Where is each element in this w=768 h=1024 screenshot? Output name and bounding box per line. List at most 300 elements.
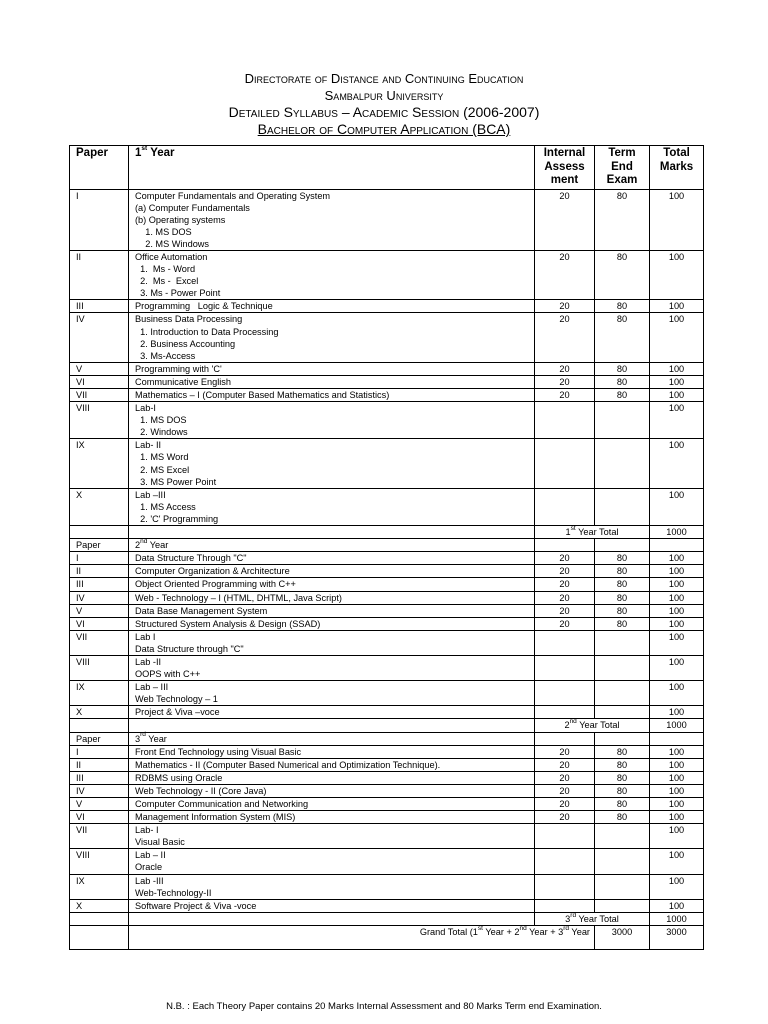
total-marks: 100 bbox=[650, 362, 704, 375]
subject-cell bbox=[129, 439, 535, 488]
paper-number: II bbox=[70, 758, 129, 771]
subject-cell bbox=[129, 389, 535, 402]
empty-cell bbox=[70, 912, 129, 925]
total-marks: 100 bbox=[650, 565, 704, 578]
year-heading bbox=[129, 732, 535, 745]
term-marks: 80 bbox=[595, 578, 650, 591]
empty-cell bbox=[535, 539, 595, 552]
paper-number: VI bbox=[70, 375, 129, 388]
total-marks: 100 bbox=[650, 604, 704, 617]
internal-marks: 20 bbox=[535, 389, 595, 402]
table-header-row bbox=[70, 146, 704, 190]
subject-line: Management Information System (MIS) bbox=[135, 812, 296, 823]
empty-cell bbox=[129, 719, 535, 732]
total-marks: 100 bbox=[650, 488, 704, 525]
term-marks bbox=[595, 874, 650, 899]
subject-line: Lab-I bbox=[135, 403, 156, 414]
total-marks: 100 bbox=[650, 552, 704, 565]
subject-cell bbox=[129, 798, 535, 811]
internal-marks bbox=[535, 488, 595, 525]
subject-line: Business Data Processing bbox=[135, 314, 243, 325]
internal-marks bbox=[535, 681, 595, 706]
term-marks bbox=[595, 488, 650, 525]
subject-cell bbox=[129, 604, 535, 617]
paper-number: VI bbox=[70, 617, 129, 630]
grand-total-part: nd bbox=[519, 924, 527, 932]
internal-marks bbox=[535, 655, 595, 680]
internal-marks bbox=[535, 874, 595, 899]
subject-cell bbox=[129, 488, 535, 525]
subject-line: 2. Business Accounting bbox=[135, 338, 236, 349]
subject-cell bbox=[129, 300, 535, 313]
subject-cell bbox=[129, 578, 535, 591]
internal-marks: 20 bbox=[535, 362, 595, 375]
table-row bbox=[70, 439, 704, 488]
internal-marks: 20 bbox=[535, 758, 595, 771]
empty-cell bbox=[535, 732, 595, 745]
subject-line: Web-Technology-II bbox=[135, 887, 212, 898]
subject-cell bbox=[129, 771, 535, 784]
paper-number: X bbox=[70, 706, 129, 719]
syllabus-table bbox=[69, 145, 704, 950]
internal-marks bbox=[535, 402, 595, 439]
table-row bbox=[70, 655, 704, 680]
total-marks: 100 bbox=[650, 578, 704, 591]
table-row bbox=[70, 798, 704, 811]
year-heading-row bbox=[70, 539, 704, 552]
year-total-sup: rd bbox=[570, 911, 577, 919]
year-total-label bbox=[535, 526, 650, 539]
footnote: N.B. : Each Theory Paper contains 20 Marks Internal Assessment and 80 Marks Term end Examination. bbox=[166, 1001, 602, 1012]
table-row bbox=[70, 811, 704, 824]
paper-number: IV bbox=[70, 313, 129, 362]
table-row bbox=[70, 630, 704, 655]
empty-cell bbox=[129, 526, 535, 539]
subject-line: OOPS with C++ bbox=[135, 669, 201, 680]
subject-line: Front End Technology using Visual Basic bbox=[135, 746, 302, 757]
internal-marks bbox=[535, 706, 595, 719]
total-marks: 100 bbox=[650, 784, 704, 797]
term-marks: 80 bbox=[595, 313, 650, 362]
grand-total-part: Year + 2 bbox=[482, 926, 520, 937]
paper-number: VIII bbox=[70, 655, 129, 680]
year-total-num: 3 bbox=[565, 913, 571, 924]
term-marks: 80 bbox=[595, 811, 650, 824]
internal-marks bbox=[535, 439, 595, 488]
subject-line: Lab- II bbox=[135, 440, 162, 451]
total-marks: 100 bbox=[650, 655, 704, 680]
subject-line: Web Technology - II (Core Java) bbox=[135, 785, 267, 796]
year-total-sup: nd bbox=[569, 718, 577, 726]
term-marks: 80 bbox=[595, 784, 650, 797]
paper-number: III bbox=[70, 578, 129, 591]
subject-cell bbox=[129, 552, 535, 565]
empty-cell bbox=[595, 732, 650, 745]
empty-cell bbox=[70, 526, 129, 539]
internal-marks: 20 bbox=[535, 313, 595, 362]
paper-number: V bbox=[70, 362, 129, 375]
term-marks bbox=[595, 681, 650, 706]
total-marks: 100 bbox=[650, 439, 704, 488]
internal-marks: 20 bbox=[535, 617, 595, 630]
subject-line: 1. Ms - Word bbox=[135, 264, 196, 275]
table-row bbox=[70, 189, 704, 250]
year-total-row bbox=[70, 526, 704, 539]
internal-marks: 20 bbox=[535, 375, 595, 388]
internal-marks: 20 bbox=[535, 811, 595, 824]
subject-line: 3. Ms-Access bbox=[135, 350, 196, 361]
total-marks: 100 bbox=[650, 189, 704, 250]
internal-marks: 20 bbox=[535, 784, 595, 797]
table-row bbox=[70, 617, 704, 630]
subject-line: Programming with 'C' bbox=[135, 363, 222, 374]
subject-line: Lab -II bbox=[135, 656, 162, 667]
table-row bbox=[70, 578, 704, 591]
table-row bbox=[70, 313, 704, 362]
total-marks: 100 bbox=[650, 313, 704, 362]
internal-marks: 20 bbox=[535, 250, 595, 299]
year-total-num: 2 bbox=[564, 720, 570, 731]
year-total-sup: st bbox=[570, 524, 576, 532]
subject-line: Oracle bbox=[135, 862, 163, 873]
empty-cell bbox=[650, 732, 704, 745]
directorate-title: Directorate of Distance and Continuing Education bbox=[244, 71, 524, 86]
university-name: Sambalpur University bbox=[324, 88, 444, 103]
term-marks bbox=[595, 439, 650, 488]
programme-name bbox=[0, 121, 768, 138]
subject-line: Lab- I bbox=[135, 825, 159, 836]
total-marks: 100 bbox=[650, 617, 704, 630]
table-row bbox=[70, 604, 704, 617]
paper-number: VIII bbox=[70, 849, 129, 874]
year-total-value: 1000 bbox=[650, 912, 704, 925]
subject-line: Mathematics – I (Computer Based Mathematics and Statistics) bbox=[135, 390, 390, 400]
subject-line: Web Technology – 1 bbox=[135, 694, 218, 705]
paper-number: IX bbox=[70, 439, 129, 488]
year-total-label bbox=[535, 912, 650, 925]
year-total-num: 1 bbox=[565, 527, 571, 538]
internal-marks: 20 bbox=[535, 745, 595, 758]
term-marks: 80 bbox=[595, 758, 650, 771]
year-heading-word: Year bbox=[149, 540, 169, 551]
year-heading-num: 3 bbox=[135, 733, 141, 744]
grand-total-part: Year bbox=[569, 926, 590, 937]
paper-number: VII bbox=[70, 630, 129, 655]
document-header bbox=[0, 70, 768, 138]
table-row bbox=[70, 771, 704, 784]
year-heading-word: Year bbox=[148, 733, 167, 744]
empty-cell bbox=[129, 912, 535, 925]
subject-line: Project & Viva –voce bbox=[135, 707, 220, 718]
table-row bbox=[70, 899, 704, 912]
paper-number: I bbox=[70, 189, 129, 250]
table-row bbox=[70, 389, 704, 402]
empty-cell bbox=[70, 925, 129, 949]
total-marks: 100 bbox=[650, 849, 704, 874]
subject-cell bbox=[129, 313, 535, 362]
table-row bbox=[70, 375, 704, 388]
subject-line: Visual Basic bbox=[135, 837, 185, 848]
total-marks: 100 bbox=[650, 375, 704, 388]
syllabus-session: Detailed Syllabus – Academic Session (2006-2007) bbox=[228, 104, 540, 120]
term-marks bbox=[595, 824, 650, 849]
subject-line: 3. Ms - Power Point bbox=[135, 288, 221, 299]
table-row bbox=[70, 552, 704, 565]
internal-marks: 20 bbox=[535, 300, 595, 313]
table-row bbox=[70, 591, 704, 604]
internal-marks: 20 bbox=[535, 189, 595, 250]
subject-cell bbox=[129, 706, 535, 719]
subject-line: Software Project & Viva -voce bbox=[135, 900, 257, 911]
paper-number: IX bbox=[70, 681, 129, 706]
term-marks: 80 bbox=[595, 189, 650, 250]
total-column-header: Total Marks bbox=[650, 146, 704, 190]
subject-line: Office Automation bbox=[135, 251, 208, 262]
subject-line: Computer Communication and Networking bbox=[135, 799, 309, 809]
grand-total-value-b: 3000 bbox=[650, 925, 704, 949]
subject-line: Mathematics - II (Computer Based Numerical and Optimization Technique). bbox=[135, 759, 441, 770]
subject-line: Computer Fundamentals and Operating System bbox=[135, 190, 331, 201]
term-marks bbox=[595, 849, 650, 874]
table-row bbox=[70, 784, 704, 797]
table-row bbox=[70, 402, 704, 439]
subject-cell bbox=[129, 250, 535, 299]
subject-line: 2. MS Windows bbox=[135, 238, 210, 249]
paper-number: IV bbox=[70, 784, 129, 797]
table-row bbox=[70, 681, 704, 706]
total-marks: 100 bbox=[650, 824, 704, 849]
term-marks: 80 bbox=[595, 798, 650, 811]
subject-line: RDBMS using Oracle bbox=[135, 772, 223, 783]
internal-marks: 20 bbox=[535, 771, 595, 784]
subject-line: 1. MS DOS bbox=[135, 415, 187, 426]
subject-line: 2. 'C' Programming bbox=[135, 513, 219, 524]
paper-number: III bbox=[70, 300, 129, 313]
term-marks bbox=[595, 630, 650, 655]
year-column-header bbox=[129, 146, 535, 190]
term-marks bbox=[595, 402, 650, 439]
internal-marks: 20 bbox=[535, 604, 595, 617]
subject-line: 1. MS DOS bbox=[135, 226, 192, 237]
grand-total-part: st bbox=[477, 924, 483, 932]
table-row bbox=[70, 565, 704, 578]
subject-cell bbox=[129, 745, 535, 758]
year-total-word: Year Total bbox=[578, 527, 619, 538]
table-row bbox=[70, 488, 704, 525]
paper-number: II bbox=[70, 250, 129, 299]
subject-cell bbox=[129, 189, 535, 250]
empty-cell bbox=[70, 719, 129, 732]
total-marks: 100 bbox=[650, 681, 704, 706]
subject-cell bbox=[129, 591, 535, 604]
term-marks bbox=[595, 655, 650, 680]
subject-line: 1. MS Access bbox=[135, 501, 196, 512]
subject-line: Lab – III bbox=[135, 682, 169, 693]
total-marks: 100 bbox=[650, 250, 704, 299]
internal-marks: 20 bbox=[535, 578, 595, 591]
subject-line: Data Structure through "C" bbox=[135, 643, 244, 654]
total-marks: 100 bbox=[650, 874, 704, 899]
paper-number: VII bbox=[70, 389, 129, 402]
subject-line: Lab – II bbox=[135, 850, 166, 861]
subject-line: Lab -III bbox=[135, 875, 164, 886]
year-total-word: Year Total bbox=[579, 720, 620, 731]
internal-marks: 20 bbox=[535, 591, 595, 604]
total-marks: 100 bbox=[650, 899, 704, 912]
term-marks: 80 bbox=[595, 617, 650, 630]
subject-line: 1. Introduction to Data Processing bbox=[135, 326, 279, 337]
year-num: 1 bbox=[135, 147, 142, 159]
grand-total-row bbox=[70, 925, 704, 949]
paper-number: III bbox=[70, 771, 129, 784]
internal-column-header: Internal Assess ment bbox=[535, 146, 595, 190]
term-marks bbox=[595, 899, 650, 912]
subject-line: (b) Operating systems bbox=[135, 214, 226, 225]
term-marks: 80 bbox=[595, 362, 650, 375]
table-row bbox=[70, 745, 704, 758]
year-total-value: 1000 bbox=[650, 526, 704, 539]
subject-cell bbox=[129, 655, 535, 680]
paper-number: I bbox=[70, 745, 129, 758]
internal-marks: 20 bbox=[535, 552, 595, 565]
subject-line: Object Oriented Programming with C++ bbox=[135, 579, 296, 590]
subject-line: 2. Ms - Excel bbox=[135, 276, 199, 287]
total-marks: 100 bbox=[650, 798, 704, 811]
total-marks: 100 bbox=[650, 745, 704, 758]
subject-line: 1. MS Word bbox=[135, 452, 189, 463]
subject-cell bbox=[129, 811, 535, 824]
table-row bbox=[70, 362, 704, 375]
internal-marks bbox=[535, 849, 595, 874]
subject-line: Communicative English bbox=[135, 376, 231, 387]
term-marks bbox=[595, 706, 650, 719]
term-marks: 80 bbox=[595, 591, 650, 604]
subject-line: Data Structure Through "C" bbox=[135, 553, 247, 564]
paper-number: IV bbox=[70, 591, 129, 604]
paper-number: II bbox=[70, 565, 129, 578]
paper-label: Paper bbox=[70, 539, 129, 552]
paper-number: VII bbox=[70, 824, 129, 849]
table-row bbox=[70, 758, 704, 771]
subject-cell bbox=[129, 824, 535, 849]
table-row bbox=[70, 849, 704, 874]
subject-line: Structured System Analysis & Design (SSAD) bbox=[135, 618, 321, 629]
subject-cell bbox=[129, 402, 535, 439]
term-marks: 80 bbox=[595, 300, 650, 313]
subject-line: Computer Organization & Architecture bbox=[135, 566, 290, 577]
total-marks: 100 bbox=[650, 402, 704, 439]
paper-number: I bbox=[70, 552, 129, 565]
year-total-word: Year Total bbox=[578, 913, 619, 924]
subject-line: Lab –III bbox=[135, 489, 166, 500]
subject-line: Programming Logic & Technique bbox=[135, 301, 273, 312]
paper-number: V bbox=[70, 604, 129, 617]
year-sup: st bbox=[141, 145, 148, 153]
subject-cell bbox=[129, 784, 535, 797]
internal-marks: 20 bbox=[535, 798, 595, 811]
term-marks: 80 bbox=[595, 565, 650, 578]
total-marks: 100 bbox=[650, 758, 704, 771]
year-heading-num: 2 bbox=[135, 540, 141, 551]
total-marks: 100 bbox=[650, 591, 704, 604]
table-row bbox=[70, 706, 704, 719]
subject-cell bbox=[129, 874, 535, 899]
table-row bbox=[70, 250, 704, 299]
year-total-label bbox=[535, 719, 650, 732]
subject-cell bbox=[129, 899, 535, 912]
term-marks: 80 bbox=[595, 771, 650, 784]
grand-total-part: Grand Total (1 bbox=[419, 926, 478, 937]
internal-marks bbox=[535, 630, 595, 655]
subject-line: (a) Computer Fundamentals bbox=[135, 202, 250, 213]
total-marks: 100 bbox=[650, 389, 704, 402]
subject-cell bbox=[129, 758, 535, 771]
subject-line: Web - Technology – I (HTML, DHTML, Java Script) bbox=[135, 592, 342, 603]
term-marks: 80 bbox=[595, 375, 650, 388]
year-heading-sup: nd bbox=[140, 538, 148, 546]
paper-number: IX bbox=[70, 874, 129, 899]
empty-cell bbox=[650, 539, 704, 552]
subject-line: Data Base Management System bbox=[135, 605, 268, 616]
internal-marks bbox=[535, 824, 595, 849]
paper-number: X bbox=[70, 488, 129, 525]
grand-total-value-a: 3000 bbox=[595, 925, 650, 949]
year-total-row bbox=[70, 912, 704, 925]
paper-label: Paper bbox=[70, 732, 129, 745]
paper-number: VI bbox=[70, 811, 129, 824]
internal-marks: 20 bbox=[535, 565, 595, 578]
year-heading-sup: rd bbox=[140, 731, 146, 739]
internal-marks bbox=[535, 899, 595, 912]
year-total-row bbox=[70, 719, 704, 732]
grand-total-part: rd bbox=[563, 924, 570, 932]
total-marks: 100 bbox=[650, 300, 704, 313]
term-marks: 80 bbox=[595, 552, 650, 565]
subject-cell bbox=[129, 630, 535, 655]
subject-cell bbox=[129, 849, 535, 874]
paper-number: VIII bbox=[70, 402, 129, 439]
year-word: Year bbox=[150, 147, 175, 159]
subject-cell bbox=[129, 375, 535, 388]
grand-total-label bbox=[129, 925, 595, 949]
year-heading-row bbox=[70, 732, 704, 745]
term-marks: 80 bbox=[595, 745, 650, 758]
term-marks: 80 bbox=[595, 389, 650, 402]
subject-cell bbox=[129, 617, 535, 630]
subject-cell bbox=[129, 681, 535, 706]
term-marks: 80 bbox=[595, 250, 650, 299]
total-marks: 100 bbox=[650, 771, 704, 784]
paper-number: X bbox=[70, 899, 129, 912]
term-column-header: Term End Exam bbox=[595, 146, 650, 190]
subject-line: 3. MS Power Point bbox=[135, 476, 217, 487]
table-row bbox=[70, 874, 704, 899]
total-marks: 100 bbox=[650, 811, 704, 824]
subject-line: Lab I bbox=[135, 631, 156, 642]
year-total-value: 1000 bbox=[650, 719, 704, 732]
total-marks: 100 bbox=[650, 630, 704, 655]
total-marks: 100 bbox=[650, 706, 704, 719]
year-heading bbox=[129, 539, 535, 552]
grand-total-part: Year + 3 bbox=[526, 926, 564, 937]
table-row bbox=[70, 824, 704, 849]
term-marks: 80 bbox=[595, 604, 650, 617]
programme-name-text: Bachelor of Computer Application (BCA) bbox=[257, 121, 511, 137]
paper-number: V bbox=[70, 798, 129, 811]
subject-line: 2. Windows bbox=[135, 427, 188, 438]
table-row bbox=[70, 300, 704, 313]
table-body bbox=[70, 189, 704, 949]
